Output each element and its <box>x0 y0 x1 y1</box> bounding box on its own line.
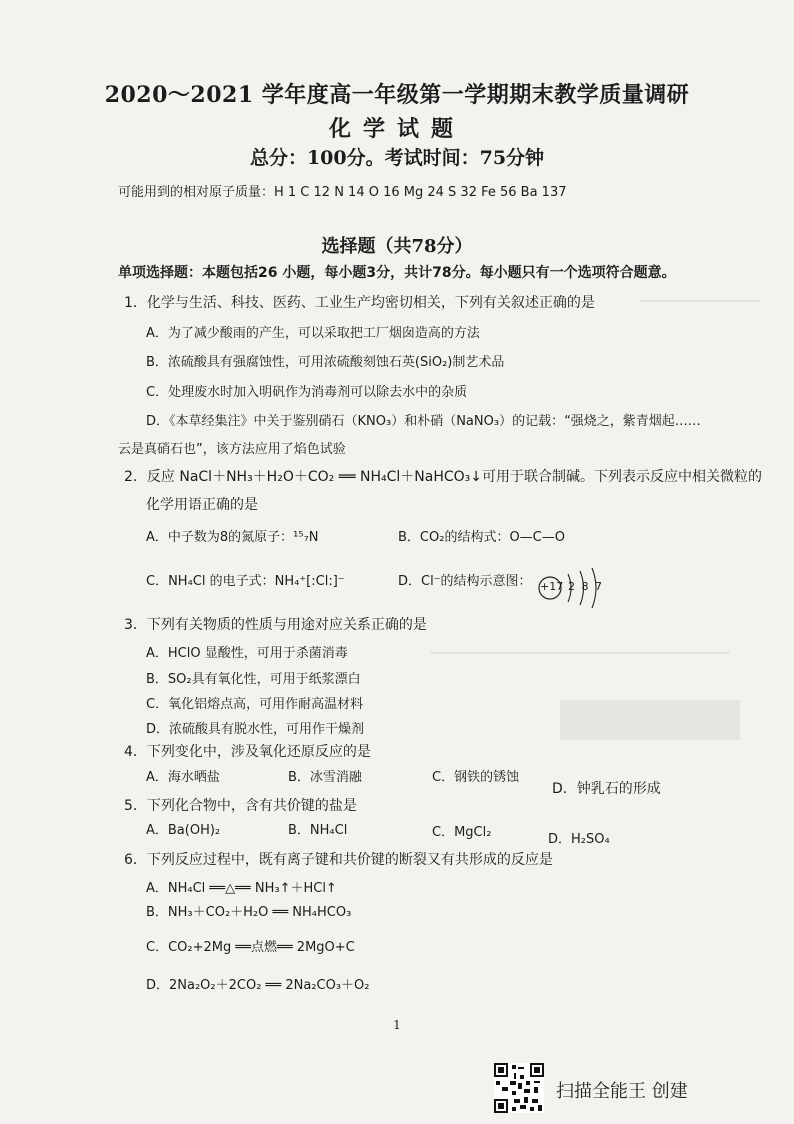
q1-option-d: D．《本草经集注》中关于鉴别硝石（KNO₃）和朴硝（NaNO₃）的记载：“强烧之，紫青烟起…… <box>146 414 701 429</box>
q5-option-d: D．H₂SO₄ <box>548 832 610 847</box>
scanner-watermark: 扫描全能王 创建 <box>556 1081 688 1102</box>
exam-totals: 总分：100分。考试时间：75分钟 <box>249 147 545 169</box>
exam-title: 2020～2021 学年度高一年级第一学期期末教学质量调研 <box>104 82 690 108</box>
q5-option-c: C．MgCl₂ <box>432 825 492 840</box>
q6-option-c: C．CO₂+2Mg ══点燃══ 2MgO+C <box>146 940 355 955</box>
q2-option-a: A．中子数为8的氮原子：¹⁵₇N <box>146 530 319 545</box>
page-number: 1 <box>393 1018 401 1032</box>
q2-option-d: D．Cl⁻的结构示意图： <box>398 574 532 589</box>
q6-stem: 6．下列反应过程中，既有离子键和共价键的断裂又有共形成的反应是 <box>124 852 553 868</box>
q2-stem: 2．反应 NaCl＋NH₃＋H₂O＋CO₂ ══ NH₄Cl＋NaHCO₃↓可用于联合制碱。下列表示反应中相关微粒的 <box>124 469 763 485</box>
qr-code-icon <box>494 1063 544 1113</box>
electron-shells: 2 8 7 <box>568 580 602 593</box>
q4-option-b: B．冰雪消融 <box>288 770 362 785</box>
q5-option-b: B．NH₄Cl <box>288 823 348 838</box>
bleed-through-mark <box>640 300 760 302</box>
q4-option-d: D．钟乳石的形成 <box>552 781 661 797</box>
section-title: 选择题（共78分） <box>321 236 473 257</box>
q1-stem: 1．化学与生活、科技、医药、工业生产均密切相关，下列有关叙述正确的是 <box>124 295 595 311</box>
q1-option-a: A．为了减少酸雨的产生，可以采取把工厂烟囱造高的方法 <box>146 326 480 341</box>
q3-option-c: C．氧化铝熔点高，可用作耐高温材料 <box>146 697 364 712</box>
q3-option-d: D．浓硫酸具有脱水性，可用作干燥剂 <box>146 722 365 737</box>
q4-option-c: C．钢铁的锈蚀 <box>432 770 520 785</box>
exam-subject: 化学试题 <box>328 116 465 142</box>
q6-option-d: D．2Na₂O₂＋2CO₂ ══ 2Na₂CO₃＋O₂ <box>146 978 370 993</box>
q2-option-c: C．NH₄Cl 的电子式：NH₄⁺[:Cl:]⁻ <box>146 574 345 589</box>
bleed-through-mark <box>560 700 740 740</box>
q2-stem-continued: 化学用语正确的是 <box>146 497 258 513</box>
atomic-masses: 可能用到的相对原子质量：H 1 C 12 N 14 O 16 Mg 24 S 32 Fe 56 Ba 137 <box>118 185 567 200</box>
q2-option-b: B．CO₂的结构式：O—C—O <box>398 530 565 545</box>
q5-option-a: A．Ba(OH)₂ <box>146 823 221 838</box>
chloride-ion-structure-diagram <box>538 566 608 610</box>
q3-option-b: B．SO₂具有氧化性，可用于纸浆漂白 <box>146 672 361 687</box>
q3-stem: 3．下列有关物质的性质与用途对应关系正确的是 <box>124 617 427 633</box>
section-instructions: 单项选择题：本题包括26 小题，每小题3分，共计78分。每小题只有一个选项符合题意。 <box>118 265 676 281</box>
q4-option-a: A．海水晒盐 <box>146 770 220 785</box>
q1-option-b: B．浓硫酸具有强腐蚀性，可用浓硫酸刻蚀石英(SiO₂)制艺术品 <box>146 355 505 370</box>
q1-option-c: C．处理废水时加入明矾作为消毒剂可以除去水中的杂质 <box>146 385 468 400</box>
q6-option-b: B．NH₃＋CO₂＋H₂O ══ NH₄HCO₃ <box>146 905 352 920</box>
nucleus-charge: +17 <box>540 580 564 593</box>
q4-stem: 4．下列变化中，涉及氧化还原反应的是 <box>124 744 371 760</box>
q5-stem: 5．下列化合物中，含有共价键的盐是 <box>124 798 357 814</box>
q6-option-a: A．NH₄Cl ══△══ NH₃↑＋HCl↑ <box>146 881 337 896</box>
q3-option-a: A．HClO 显酸性，可用于杀菌消毒 <box>146 646 348 661</box>
bleed-through-mark <box>430 652 730 654</box>
q1-option-d-continued: 云是真硝石也”，该方法应用了焰色试验 <box>118 442 346 457</box>
